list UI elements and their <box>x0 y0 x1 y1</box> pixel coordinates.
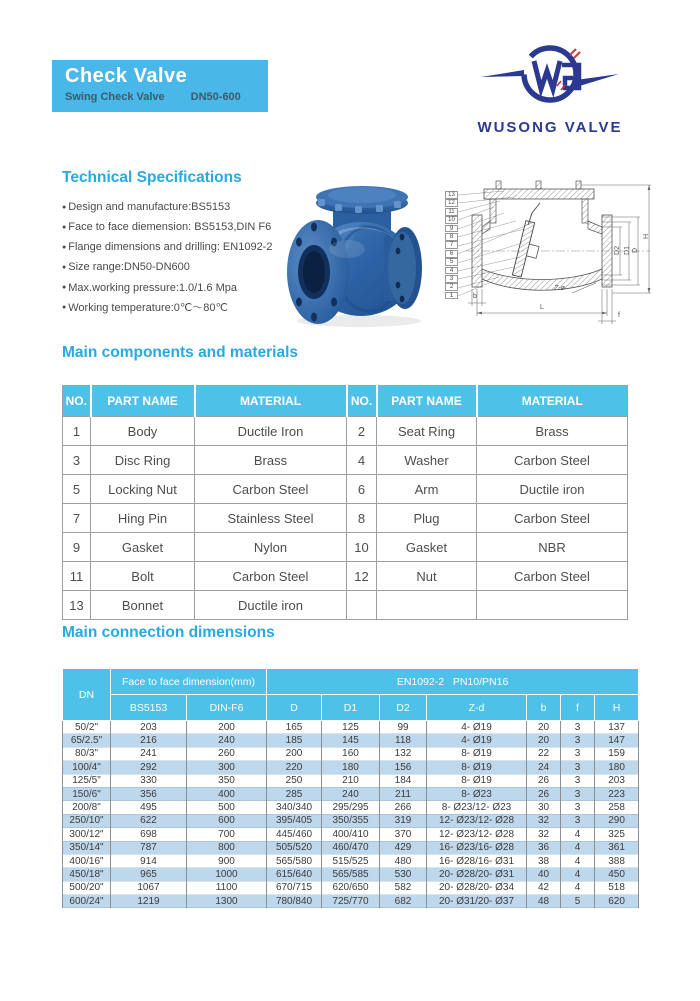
table-cell: 1300 <box>187 895 267 908</box>
dimensions-table <box>62 668 639 908</box>
table-cell: 780/840 <box>267 895 322 908</box>
product-size-range: DN50-600 <box>190 91 241 103</box>
table-cell: 26 <box>527 787 561 800</box>
table-cell: 620/650 <box>322 881 380 894</box>
table-row <box>63 504 628 533</box>
table-cell: 240 <box>187 734 267 747</box>
table-cell: 1067 <box>111 881 187 894</box>
table-cell <box>377 591 477 620</box>
table-cell: 20 <box>527 734 561 747</box>
table-cell: 30 <box>527 801 561 814</box>
drawing-label-L: L <box>540 304 544 311</box>
column-header: D2 <box>380 695 427 721</box>
table-cell: 12 <box>347 562 377 591</box>
table-row <box>63 895 639 908</box>
table-cell: 137 <box>595 721 639 734</box>
spec-bullet: ● Flange dimensions and drilling: EN1092-2 <box>62 241 292 254</box>
table-cell: 2 <box>347 417 377 446</box>
table-cell: 325 <box>595 828 639 841</box>
table-cell: 350/355 <box>322 814 380 827</box>
table-cell: 8- Ø23 <box>427 787 527 800</box>
table-cell: 330 <box>111 774 187 787</box>
table-cell: 3 <box>561 814 595 827</box>
table-cell: 40 <box>527 868 561 881</box>
table-cell: Carbon Steel <box>477 504 628 533</box>
table-cell: 600/24" <box>63 895 111 908</box>
table-cell: 8- Ø19 <box>427 747 527 760</box>
column-header: Z-d <box>427 695 527 721</box>
table-cell: 3 <box>561 801 595 814</box>
drawing-label-b: b <box>473 293 477 300</box>
spec-bullet: ● Face to face diemension: BS5153,DIN F6 <box>62 221 292 234</box>
table-cell: 429 <box>380 841 427 854</box>
table-row <box>63 868 639 881</box>
table-cell: 3 <box>63 446 91 475</box>
table-cell: 1 <box>63 417 91 446</box>
table-cell: Body <box>91 417 195 446</box>
table-cell: 100/4" <box>63 761 111 774</box>
part-number-label: 1 <box>445 292 458 300</box>
table-cell: 4- Ø19 <box>427 734 527 747</box>
table-cell: 300 <box>187 761 267 774</box>
table-cell: 240 <box>322 787 380 800</box>
drawing-label-H: H <box>643 233 651 240</box>
table-row <box>63 774 639 787</box>
brand-name: WUSONG VALVE <box>477 119 623 136</box>
table-cell: 300/12" <box>63 828 111 841</box>
table-cell: 220 <box>267 761 322 774</box>
drawing-label-D2: D2 <box>613 246 621 255</box>
table-cell: 515/525 <box>322 854 380 867</box>
table-cell: 26 <box>527 774 561 787</box>
table-cell: 3 <box>561 721 595 734</box>
column-header: NO. <box>347 386 377 417</box>
table-row <box>63 761 639 774</box>
table-cell: 180 <box>595 761 639 774</box>
table-cell: Plug <box>377 504 477 533</box>
table-cell: 241 <box>111 747 187 760</box>
table-cell: 914 <box>111 854 187 867</box>
spec-bullet-list <box>62 201 292 322</box>
part-number-label: 5 <box>445 258 458 266</box>
table-cell: 8- Ø19 <box>427 761 527 774</box>
column-header: PART NAME <box>377 386 477 417</box>
column-header-dn: DN <box>63 669 111 721</box>
table-cell: 400 <box>187 787 267 800</box>
dimensions-group-header-row <box>63 669 639 695</box>
table-cell: 495 <box>111 801 187 814</box>
table-row <box>63 841 639 854</box>
table-cell: 42 <box>527 881 561 894</box>
section-title-technical-specifications: Technical Specifications <box>62 169 242 186</box>
table-cell: 4 <box>561 841 595 854</box>
table-cell: 4 <box>561 868 595 881</box>
table-cell: Ductile Iron <box>195 417 347 446</box>
table-cell: 36 <box>527 841 561 854</box>
table-cell: Ductile iron <box>477 475 628 504</box>
table-row <box>63 446 628 475</box>
table-cell: 340/340 <box>267 801 322 814</box>
table-cell: 203 <box>595 774 639 787</box>
table-cell: 480 <box>380 854 427 867</box>
table-cell: 50/2" <box>63 721 111 734</box>
table-row <box>63 854 639 867</box>
table-cell: 787 <box>111 841 187 854</box>
table-cell: 3 <box>561 774 595 787</box>
table-cell: 1000 <box>187 868 267 881</box>
table-cell: 8- Ø19 <box>427 774 527 787</box>
table-cell: 698 <box>111 828 187 841</box>
table-row <box>63 562 628 591</box>
table-cell: 132 <box>380 747 427 760</box>
table-cell: Carbon Steel <box>195 475 347 504</box>
table-cell: 4 <box>561 881 595 894</box>
table-cell: 445/460 <box>267 828 322 841</box>
table-cell: 118 <box>380 734 427 747</box>
table-cell: 3 <box>561 787 595 800</box>
table-cell: 670/715 <box>267 881 322 894</box>
table-cell: 125/5" <box>63 774 111 787</box>
table-cell: 4 <box>347 446 377 475</box>
table-cell: 12- Ø23/12- Ø28 <box>427 828 527 841</box>
components-table-header <box>63 386 628 417</box>
table-cell: Carbon Steel <box>477 562 628 591</box>
table-cell: 20- Ø28/20- Ø34 <box>427 881 527 894</box>
table-cell: 4 <box>561 828 595 841</box>
table-cell: Bolt <box>91 562 195 591</box>
table-cell: 150/6" <box>63 787 111 800</box>
table-cell: 32 <box>527 828 561 841</box>
column-header: D1 <box>322 695 380 721</box>
column-header: MATERIAL <box>195 386 347 417</box>
part-number-label: 2 <box>445 283 458 291</box>
table-cell: 125 <box>322 721 380 734</box>
table-cell: Gasket <box>377 533 477 562</box>
table-cell: 361 <box>595 841 639 854</box>
table-cell: Nylon <box>195 533 347 562</box>
table-row <box>63 734 639 747</box>
table-cell: 5 <box>561 895 595 908</box>
spec-bullet: ● Design and manufacture:BS5153 <box>62 201 292 214</box>
table-cell: 565/585 <box>322 868 380 881</box>
table-row <box>63 475 628 504</box>
part-number-label: 7 <box>445 241 458 249</box>
table-cell: 211 <box>380 787 427 800</box>
table-cell: 500/20" <box>63 881 111 894</box>
table-cell: 210 <box>322 774 380 787</box>
table-cell: 3 <box>561 761 595 774</box>
table-cell: 20 <box>527 721 561 734</box>
section-title-dimensions: Main connection dimensions <box>62 624 275 641</box>
table-cell: 682 <box>380 895 427 908</box>
table-cell: Arm <box>377 475 477 504</box>
column-header: b <box>527 695 561 721</box>
valve-drawing <box>444 171 658 327</box>
table-cell: 145 <box>322 734 380 747</box>
part-number-label: 3 <box>445 275 458 283</box>
table-cell: 13 <box>63 591 91 620</box>
table-cell: Disc Ring <box>91 446 195 475</box>
drawing-label-f: f <box>618 312 620 319</box>
table-row <box>63 828 639 841</box>
table-cell: 16- Ø23/16- Ø28 <box>427 841 527 854</box>
table-cell: 622 <box>111 814 187 827</box>
table-cell: Locking Nut <box>91 475 195 504</box>
table-cell: 12- Ø23/12- Ø28 <box>427 814 527 827</box>
table-cell: 285 <box>267 787 322 800</box>
table-cell: 20- Ø28/20- Ø31 <box>427 868 527 881</box>
table-cell: 266 <box>380 801 427 814</box>
table-cell: 4 <box>561 854 595 867</box>
product-subtitle <box>65 91 268 103</box>
table-cell: 370 <box>380 828 427 841</box>
table-cell: 8- Ø23/12- Ø23 <box>427 801 527 814</box>
table-cell: 165 <box>267 721 322 734</box>
table-row <box>63 533 628 562</box>
table-cell: Carbon Steel <box>477 446 628 475</box>
table-cell: 800 <box>187 841 267 854</box>
column-header: f <box>561 695 595 721</box>
table-cell: 290 <box>595 814 639 827</box>
part-number-label: 10 <box>445 216 458 224</box>
table-cell: 388 <box>595 854 639 867</box>
drawing-label-D: D <box>632 247 640 254</box>
table-cell: 620 <box>595 895 639 908</box>
column-header-en1092: EN1092-2 PN10/PN16 <box>267 669 639 695</box>
table-cell: 200/8" <box>63 801 111 814</box>
table-row <box>63 591 628 620</box>
table-cell: 99 <box>380 721 427 734</box>
section-title-components: Main components and materials <box>62 344 298 361</box>
table-cell <box>477 591 628 620</box>
column-header-face-to-face: Face to face dimension(mm) <box>111 669 267 695</box>
table-cell: 24 <box>527 761 561 774</box>
table-row <box>63 747 639 760</box>
product-title: Check Valve <box>65 65 188 87</box>
table-cell: 223 <box>595 787 639 800</box>
product-type: Swing Check Valve <box>65 91 165 103</box>
table-cell: 32 <box>527 814 561 827</box>
table-cell: 460/470 <box>322 841 380 854</box>
column-header: BS5153 <box>111 695 187 721</box>
table-cell: 80/3" <box>63 747 111 760</box>
table-cell: 9 <box>63 533 91 562</box>
table-cell: 185 <box>267 734 322 747</box>
components-table-body <box>63 417 628 620</box>
table-cell: 6 <box>347 475 377 504</box>
table-cell: Hing Pin <box>91 504 195 533</box>
table-cell: 319 <box>380 814 427 827</box>
column-header: D <box>267 695 322 721</box>
table-cell: 600 <box>187 814 267 827</box>
part-number-label: 4 <box>445 267 458 275</box>
table-cell: 260 <box>187 747 267 760</box>
table-cell: 350 <box>187 774 267 787</box>
table-cell: 565/580 <box>267 854 322 867</box>
table-cell: Nut <box>377 562 477 591</box>
table-cell: 350/14" <box>63 841 111 854</box>
table-cell: 530 <box>380 868 427 881</box>
dimensions-table-header <box>63 669 639 721</box>
table-cell: Seat Ring <box>377 417 477 446</box>
table-cell: 725/770 <box>322 895 380 908</box>
part-number-label: 8 <box>445 233 458 241</box>
table-cell: 159 <box>595 747 639 760</box>
table-cell: Washer <box>377 446 477 475</box>
table-cell: 395/405 <box>267 814 322 827</box>
table-cell: 200 <box>267 747 322 760</box>
table-cell: 4- Ø19 <box>427 721 527 734</box>
table-cell: NBR <box>477 533 628 562</box>
drawing-label-zd: Z-ø <box>554 285 565 292</box>
table-cell: 216 <box>111 734 187 747</box>
valve-photo <box>281 169 439 331</box>
table-cell: 38 <box>527 854 561 867</box>
table-cell: 11 <box>63 562 91 591</box>
drawing-part-numbers <box>445 191 458 300</box>
dimensions-table-body <box>63 721 639 908</box>
table-row <box>63 881 639 894</box>
table-cell: 965 <box>111 868 187 881</box>
table-cell: 65/2.5" <box>63 734 111 747</box>
product-banner <box>52 60 268 112</box>
spec-bullet: ● Max.working pressure:1.0/1.6 Mpa <box>62 282 292 295</box>
column-header: DIN-F6 <box>187 695 267 721</box>
table-cell: 184 <box>380 774 427 787</box>
table-cell: 22 <box>527 747 561 760</box>
table-cell: Brass <box>477 417 628 446</box>
part-number-label: 9 <box>445 225 458 233</box>
spec-bullet: ● Working temperature:0℃～80℃ <box>62 302 292 315</box>
table-cell: 3 <box>561 734 595 747</box>
table-row <box>63 417 628 446</box>
table-cell: 292 <box>111 761 187 774</box>
table-cell: 700 <box>187 828 267 841</box>
column-header: PART NAME <box>91 386 195 417</box>
table-cell: 505/520 <box>267 841 322 854</box>
table-cell: 180 <box>322 761 380 774</box>
table-row <box>63 814 639 827</box>
table-cell: 203 <box>111 721 187 734</box>
table-cell: 160 <box>322 747 380 760</box>
spec-bullet: ● Size range:DN50-DN600 <box>62 261 292 274</box>
table-cell: 48 <box>527 895 561 908</box>
wusong-logo-icon <box>475 36 625 118</box>
table-cell: 7 <box>63 504 91 533</box>
components-table <box>62 385 628 620</box>
table-cell: 5 <box>63 475 91 504</box>
table-cell: 1219 <box>111 895 187 908</box>
table-cell: 16- Ø28/16- Ø31 <box>427 854 527 867</box>
table-row <box>63 801 639 814</box>
table-cell: 295/295 <box>322 801 380 814</box>
table-cell: 518 <box>595 881 639 894</box>
table-cell: 582 <box>380 881 427 894</box>
table-cell: Carbon Steel <box>195 562 347 591</box>
table-cell: 20- Ø31/20- Ø37 <box>427 895 527 908</box>
table-cell: 8 <box>347 504 377 533</box>
table-cell <box>347 591 377 620</box>
table-cell: Brass <box>195 446 347 475</box>
table-cell: Bonnet <box>91 591 195 620</box>
column-header: NO. <box>63 386 91 417</box>
components-header-row <box>63 386 628 417</box>
table-cell: 147 <box>595 734 639 747</box>
table-cell: Stainless Steel <box>195 504 347 533</box>
table-cell: 200 <box>187 721 267 734</box>
table-cell: 1100 <box>187 881 267 894</box>
part-number-label: 12 <box>445 199 458 207</box>
table-cell: Gasket <box>91 533 195 562</box>
table-cell: 250/10" <box>63 814 111 827</box>
part-number-label: 13 <box>445 191 458 199</box>
table-cell: 156 <box>380 761 427 774</box>
table-cell: 900 <box>187 854 267 867</box>
table-cell: 3 <box>561 747 595 760</box>
table-cell: 500 <box>187 801 267 814</box>
table-cell: 10 <box>347 533 377 562</box>
part-number-label: 11 <box>445 208 458 216</box>
valve-photo-illustration <box>281 169 439 331</box>
table-cell: 356 <box>111 787 187 800</box>
table-cell: 400/16" <box>63 854 111 867</box>
table-cell: 615/640 <box>267 868 322 881</box>
column-header: H <box>595 695 639 721</box>
table-cell: 250 <box>267 774 322 787</box>
table-row <box>63 721 639 734</box>
brand-logo <box>466 36 634 136</box>
table-cell: Ductile iron <box>195 591 347 620</box>
table-cell: 258 <box>595 801 639 814</box>
dimensions-subheader-row <box>63 695 639 721</box>
table-cell: 450/18" <box>63 868 111 881</box>
part-number-label: 6 <box>445 250 458 258</box>
drawing-label-D1: D1 <box>623 246 631 255</box>
table-cell: 450 <box>595 868 639 881</box>
table-row <box>63 787 639 800</box>
column-header: MATERIAL <box>477 386 628 417</box>
table-cell: 400/410 <box>322 828 380 841</box>
